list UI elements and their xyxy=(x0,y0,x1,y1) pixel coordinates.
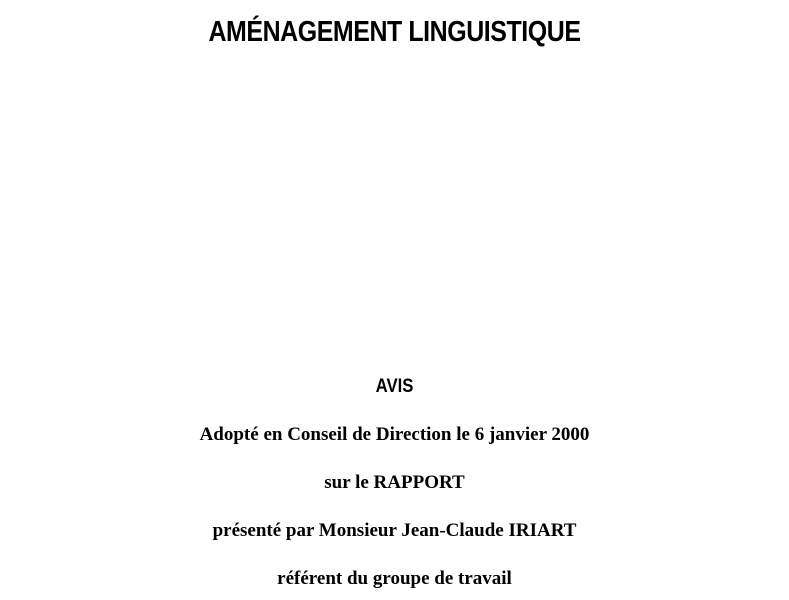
adoption-line: Adopté en Conseil de Direction le 6 janvier 2000 xyxy=(199,424,590,445)
presenter-line: présenté par Monsieur Jean-Claude IRIART xyxy=(212,520,577,541)
avis-heading: AVIS xyxy=(375,376,414,397)
report-line: sur le RAPPORT xyxy=(324,472,465,493)
page-title: AMÉNAGEMENT LINGUISTIQUE xyxy=(208,16,581,48)
referent-line: référent du groupe de travail xyxy=(277,568,512,589)
